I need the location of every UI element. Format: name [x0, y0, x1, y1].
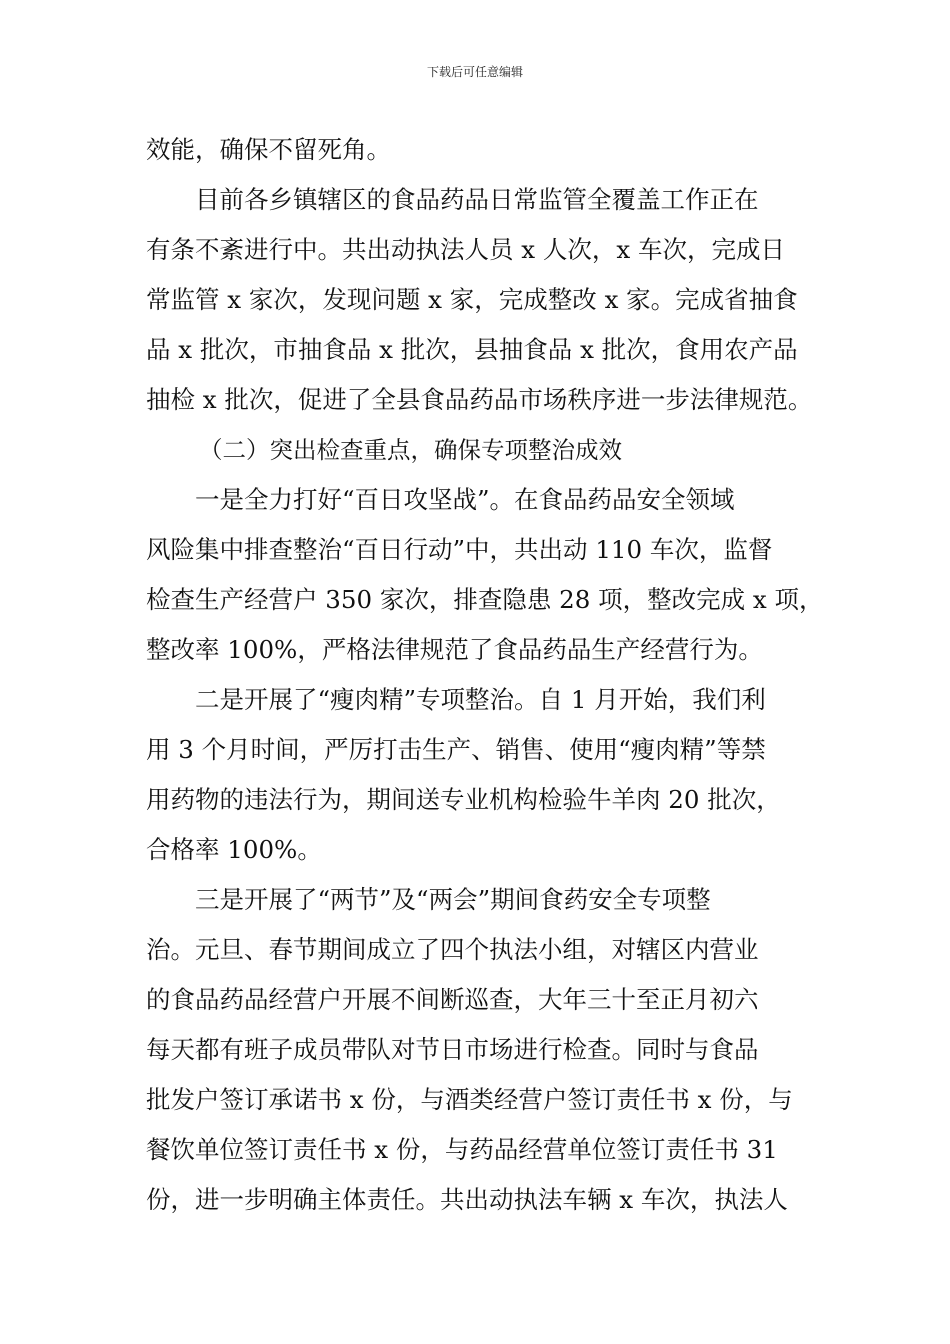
text-line: 用药物的违法行为，期间送专业机构检验牛羊肉 20 批次，	[146, 785, 781, 814]
text-line: 抽检 x 批次，促进了全县食品药品市场秩序进一步法律规范。	[146, 385, 813, 414]
text-line: 目前各乡镇辖区的食品药品日常监管全覆盖工作正在	[195, 185, 759, 214]
text-line: 整改率 100%，严格法律规范了食品药品生产经营行为。	[146, 635, 763, 664]
text-line: 治。元旦、春节期间成立了四个执法小组，对辖区内营业	[146, 935, 759, 964]
document-body	[146, 125, 822, 1225]
text-line: 品 x 批次，市抽食品 x 批次，县抽食品 x 批次，食用农产品	[146, 335, 798, 364]
text-line: 三是开展了“两节”及“两会”期间食药安全专项整	[195, 885, 711, 914]
text-line: 每天都有班子成员带队对节日市场进行检查。同时与食品	[146, 1035, 759, 1064]
section-heading: （二）突出检查重点，确保专项整治成效	[199, 436, 622, 464]
text-line: 合格率 100%。	[146, 835, 322, 864]
page-header: 下载后可任意编辑	[426, 65, 523, 79]
text-line: 风险集中排查整治“百日行动”中，共出动 110 车次，监督	[146, 535, 773, 564]
text-line: 检查生产经营户 350 家次，排查隐患 28 项，整改完成 x 项，	[146, 585, 824, 614]
text-line: 有条不紊进行中。共出动执法人员 x 人次，x 车次，完成日	[146, 235, 785, 264]
text-line: 效能，确保不留死角。	[146, 135, 391, 164]
text-line: 一是全力打好“百日攻坚战”。在食品药品安全领域	[195, 485, 735, 514]
text-line: 批发户签订承诺书 x 份，与酒类经营户签订责任书 x 份，与	[146, 1085, 793, 1114]
text-line: 份，进一步明确主体责任。共出动执法车辆 x 车次，执法人	[146, 1185, 788, 1214]
text-line: 餐饮单位签订责任书 x 份，与药品经营单位签订责任书 31	[146, 1135, 778, 1164]
text-line: 用 3 个月时间，严厉打击生产、销售、使用“瘦肉精”等禁	[146, 735, 766, 764]
text-line: 常监管 x 家次，发现问题 x 家，完成整改 x 家。完成省抽食	[146, 285, 798, 314]
text-line: 二是开展了“瘦肉精”专项整治。自 1 月开始，我们利	[195, 685, 766, 714]
text-line: 的食品药品经营户开展不间断巡查，大年三十至正月初六	[146, 985, 759, 1014]
